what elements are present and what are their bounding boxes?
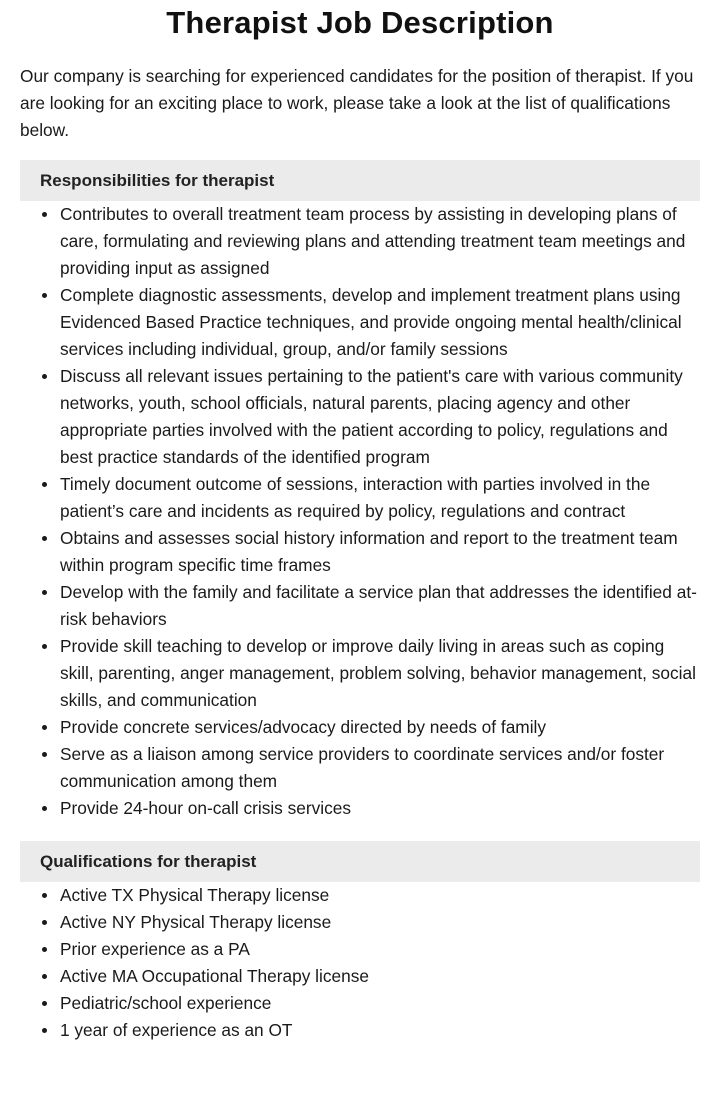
list-item: [20, 795, 700, 822]
bullet-icon: [42, 644, 47, 649]
list-item: [20, 963, 700, 990]
list-item-text: Provide skill teaching to develop or improve daily living in areas such as coping skill, parenting, anger management, problem solving, behavior management, social skills, and communication: [60, 636, 696, 710]
bullet-icon: [42, 806, 47, 811]
bullet-icon: [42, 974, 47, 979]
bullet-icon: [42, 752, 47, 757]
list-item-text: Serve as a liaison among service providers to coordinate services and/or foster communication among them: [60, 744, 665, 791]
bullet-icon: [42, 536, 47, 541]
list-item: [20, 936, 700, 963]
list-item-text: Active TX Physical Therapy license: [60, 885, 330, 905]
responsibilities-heading: Responsibilities for therapist: [20, 160, 700, 201]
list-item: [20, 714, 700, 741]
list-item: [20, 633, 700, 714]
list-item: [20, 363, 700, 471]
intro-paragraph: Our company is searching for experienced candidates for the position of therapist. If you are looking for an exciting place to work, please take a look at the list of qualifications below.: [20, 66, 694, 140]
bullet-icon: [42, 293, 47, 298]
list-item-text: Obtains and assesses social history information and report to the treatment team within program specific time frames: [60, 528, 678, 575]
list-item: [20, 282, 700, 363]
list-item-text: Discuss all relevant issues pertaining to the patient's care with various community networks, youth, school officials, natural parents, placing agency and other appropriate parties involved with the patient according to policy, regulations and best practice standards of the identified program: [60, 366, 683, 467]
list-item-text: Active NY Physical Therapy license: [60, 912, 332, 932]
list-item: [20, 882, 700, 909]
bullet-icon: [42, 725, 47, 730]
list-item-text: Timely document outcome of sessions, interaction with parties involved in the patient’s care and incidents as required by policy, regulations and contract: [60, 474, 651, 521]
list-item-text: Contributes to overall treatment team process by assisting in developing plans of care, formulating and reviewing plans and attending treatment team meetings and providing input as assigned: [60, 204, 686, 278]
qualifications-list: [20, 882, 700, 1044]
list-item: [20, 579, 700, 633]
list-item: [20, 525, 700, 579]
list-item: [20, 990, 700, 1017]
list-item-text: Provide concrete services/advocacy directed by needs of family: [60, 717, 547, 737]
bullet-icon: [42, 482, 47, 487]
bullet-icon: [42, 212, 47, 217]
list-item: [20, 1017, 700, 1044]
list-item: [20, 471, 700, 525]
list-item-text: Provide 24-hour on-call crisis services: [60, 798, 352, 818]
list-item-text: Active MA Occupational Therapy license: [60, 966, 369, 986]
list-item: [20, 201, 700, 282]
list-item-text: Develop with the family and facilitate a service plan that addresses the identified at-risk behaviors: [60, 582, 697, 629]
bullet-icon: [42, 1001, 47, 1006]
page-title: Therapist Job Description: [166, 5, 554, 40]
list-item-text: Pediatric/school experience: [60, 993, 272, 1013]
bullet-icon: [42, 947, 47, 952]
responsibilities-list: [20, 201, 700, 822]
list-item: [20, 741, 700, 795]
list-item: [20, 909, 700, 936]
list-item-text: Complete diagnostic assessments, develop and implement treatment plans using Evidenced Based Practice techniques, and provide ongoing mental health/clinical services including individual, group, and/or family sessions: [60, 285, 682, 359]
qualifications-heading: Qualifications for therapist: [20, 841, 700, 882]
bullet-icon: [42, 590, 47, 595]
list-item-text: Prior experience as a PA: [60, 939, 250, 959]
bullet-icon: [42, 920, 47, 925]
bullet-icon: [42, 893, 47, 898]
list-item-text: 1 year of experience as an OT: [60, 1020, 293, 1040]
bullet-icon: [42, 1028, 47, 1033]
bullet-icon: [42, 374, 47, 379]
